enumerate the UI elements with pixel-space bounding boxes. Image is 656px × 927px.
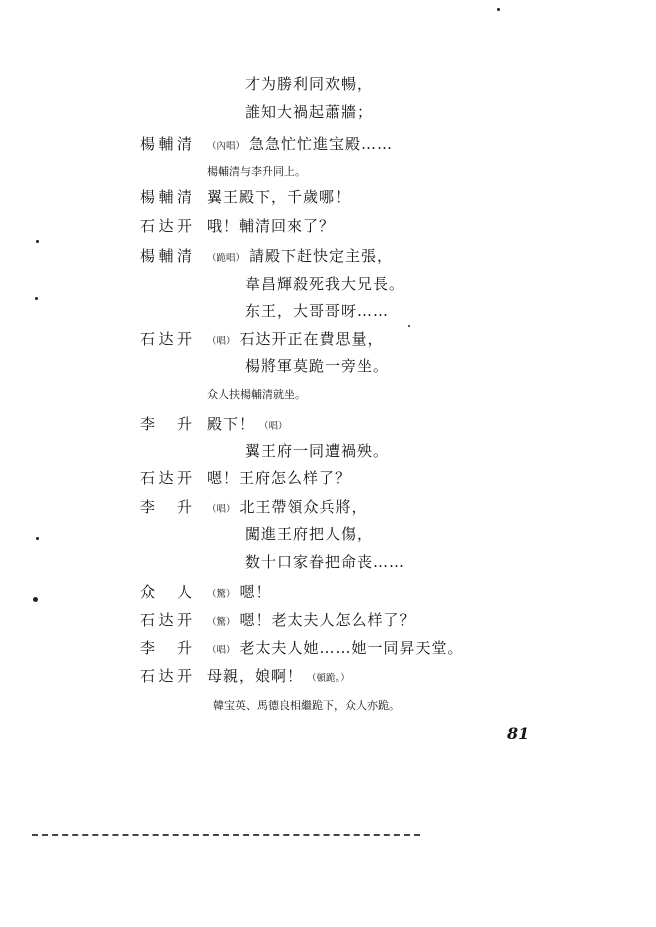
stage-direction: （唱） <box>207 336 236 347</box>
dialog-line <box>0 325 656 353</box>
scan-speck <box>36 240 39 243</box>
speaker-name: 石达开 <box>140 330 192 348</box>
scan-speck <box>36 537 39 540</box>
dialog-text: 嗯！老太夫人怎么样了？ <box>239 611 416 629</box>
stage-direction: （唱） <box>207 504 236 515</box>
speaker-name: 李升 <box>140 415 192 433</box>
dialog-text-group <box>207 662 354 693</box>
stage-direction: （唱） <box>259 421 288 432</box>
dialog-text-group <box>207 130 393 161</box>
speaker-name: 众人 <box>140 583 192 601</box>
dialog-line <box>0 493 656 521</box>
verse-text: 誰知大禍起蕭牆； <box>245 103 374 121</box>
page-number: 81 <box>507 724 530 743</box>
speaker-name: 石达开 <box>140 469 192 487</box>
speaker-name: 石达开 <box>140 217 192 235</box>
dialog-line <box>0 464 656 492</box>
dialog-text: 北王帶領众兵將， <box>239 498 368 516</box>
dialog-text-group <box>207 183 351 211</box>
verse-line <box>0 297 656 325</box>
dialog-text: 哦！輔清回來了？ <box>207 217 336 235</box>
dialog-text-group <box>207 606 416 637</box>
verse-line <box>0 98 656 126</box>
verse-text: 翼王府一同遭禍殃。 <box>245 442 390 460</box>
stage-direction: （驚） <box>207 589 236 600</box>
dialog-text-group <box>207 578 272 609</box>
verse-line <box>0 352 656 380</box>
dialog-text: 母親，娘啊！ <box>207 667 304 685</box>
stage-direction: （驚） <box>207 617 236 628</box>
stage-direction-text: 众人扶楊輔清就坐。 <box>207 388 306 401</box>
dialog-text: 石达开正在費思量， <box>239 330 384 348</box>
verse-text: 韋昌輝殺死我大兄長。 <box>245 275 406 293</box>
dialog-line <box>0 130 656 158</box>
dialog-text: 翼王殿下，千歲哪！ <box>207 188 352 206</box>
dialog-text: 殿下！ <box>207 415 256 433</box>
dialog-line <box>0 242 656 270</box>
dialog-text: 嗯！ <box>239 583 272 601</box>
verse-line <box>0 70 656 98</box>
dialog-text: 請殿下赶快定主張， <box>249 247 394 265</box>
dialog-text-group <box>207 464 351 492</box>
dialog-text: 嗯！王府怎么样了？ <box>207 469 352 487</box>
stage-direction-line <box>0 158 656 186</box>
dialog-line <box>0 578 656 606</box>
stage-direction: （頓跪。） <box>307 673 350 684</box>
dialog-text-group <box>207 242 393 273</box>
verse-line <box>0 520 656 548</box>
verse-text: 闖進王府把人傷， <box>245 525 374 543</box>
verse-line <box>0 548 656 576</box>
dialog-text-group <box>207 634 464 665</box>
dialog-text-group <box>207 212 335 240</box>
scan-speck <box>497 8 500 11</box>
dialog-line <box>0 212 656 240</box>
verse-text: 才为勝利同欢暢， <box>245 75 374 93</box>
stage-direction: （唱） <box>207 645 236 656</box>
dialog-text: 老太夫人她……她一同昇天堂。 <box>239 639 464 657</box>
dialog-text: 急急忙忙進宝殿…… <box>249 135 394 153</box>
stage-direction-line <box>0 692 656 720</box>
dialog-line <box>0 410 656 438</box>
speaker-name: 李升 <box>140 498 192 516</box>
stage-direction-text: 韓宝英、馬德良相繼跪下，众人亦跪。 <box>213 699 400 712</box>
speaker-name: 李升 <box>140 639 192 657</box>
speaker-name: 楊輔清 <box>140 188 192 206</box>
stage-direction: （跪唱） <box>207 253 246 264</box>
verse-text: 东王，大哥哥呀…… <box>245 302 390 320</box>
scan-speck <box>35 297 38 300</box>
verse-line <box>0 270 656 298</box>
verse-text: 楊將軍莫跪一旁坐。 <box>245 357 390 375</box>
dialog-line <box>0 606 656 634</box>
dialog-line <box>0 183 656 211</box>
speaker-name: 石达开 <box>140 667 192 685</box>
scan-speck <box>33 597 38 602</box>
scan-edge-rule <box>32 834 420 836</box>
stage-direction-text: 楊輔清与李升同上。 <box>207 165 306 178</box>
stage-direction: （內唱） <box>207 141 246 152</box>
speaker-name: 石达开 <box>140 611 192 629</box>
dialog-line <box>0 634 656 662</box>
verse-line <box>0 437 656 465</box>
stage-direction-line <box>0 381 656 409</box>
speaker-name: 楊輔清 <box>140 247 192 265</box>
scan-speck <box>408 325 410 327</box>
dialog-line <box>0 662 656 690</box>
verse-text: 数十口家眷把命丧…… <box>245 553 406 571</box>
speaker-name: 楊輔清 <box>140 135 192 153</box>
